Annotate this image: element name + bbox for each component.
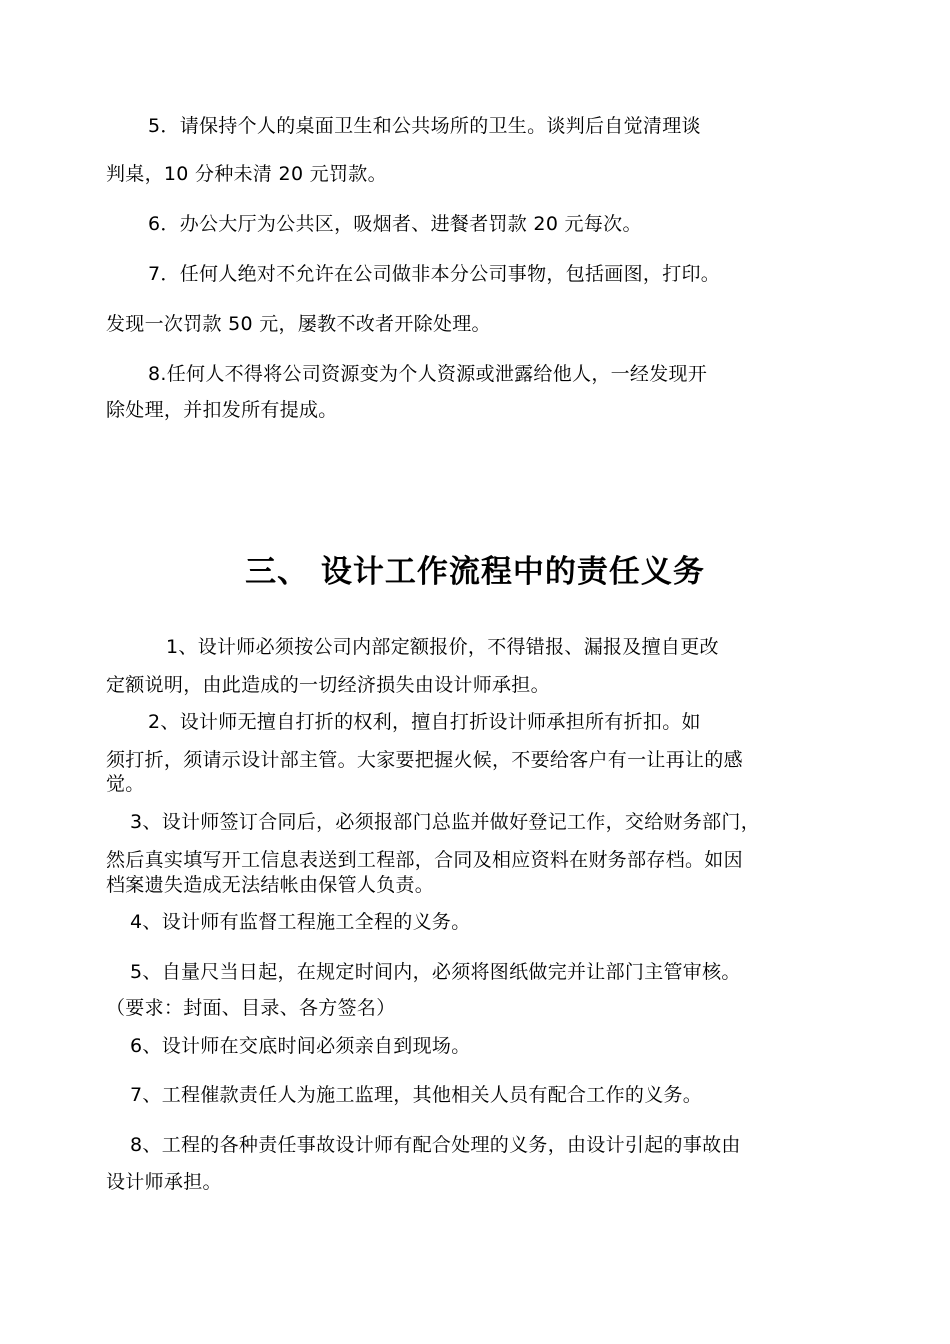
item-2-line-2: 须打折，须请示设计部主管。大家要把握火候，不要给客户有一让再让的感 <box>106 749 743 771</box>
rule-7-line-1: 7．任何人绝对不允许在公司做非本分公司事物，包括画图，打印。 <box>148 263 721 285</box>
rule-5-line-1: 5．请保持个人的桌面卫生和公共场所的卫生。谈判后自觉清理谈 <box>148 115 701 137</box>
item-2-line-3: 觉。 <box>106 773 145 795</box>
rule-7-line-2: 发现一次罚款 50 元，屡教不改者开除处理。 <box>106 313 491 335</box>
rule-6: 6．办公大厅为公共区，吸烟者、进餐者罚款 20 元每次。 <box>148 213 642 235</box>
item-3-line-1: 3、设计师签订合同后，必须报部门总监并做好登记工作，交给财务部门， <box>130 811 760 833</box>
item-5-line-2: （要求：封面、目录、各方签名） <box>106 997 396 1019</box>
item-7: 7、工程催款责任人为施工监理，其他相关人员有配合工作的义务。 <box>130 1084 703 1106</box>
item-1-line-1: 1、设计师必须按公司内部定额报价，不得错报、漏报及擅自更改 <box>166 636 719 658</box>
item-3-line-3: 档案遗失造成无法结帐由保管人负责。 <box>106 874 435 896</box>
item-6: 6、设计师在交底时间必须亲自到现场。 <box>130 1035 471 1057</box>
rule-5-line-2: 判桌，10 分种未清 20 元罚款。 <box>106 163 387 185</box>
item-8-line-1: 8、工程的各种责任事故设计师有配合处理的义务，由设计引起的事故由 <box>130 1134 741 1156</box>
item-4: 4、设计师有监督工程施工全程的义务。 <box>130 911 471 933</box>
item-8-line-2: 设计师承担。 <box>106 1171 222 1193</box>
item-2-line-1: 2、设计师无擅自打折的权利，擅自打折设计师承担所有折扣。如 <box>148 711 701 733</box>
rule-8-line-1: 8.任何人不得将公司资源变为个人资源或泄露给他人，一经发现开 <box>148 363 708 385</box>
item-1-line-2: 定额说明，由此造成的一切经济损失由设计师承担。 <box>106 674 550 696</box>
rule-8-line-2: 除处理，并扣发所有提成。 <box>106 399 338 421</box>
section-title: 三、 设计工作流程中的责任义务 <box>245 554 705 590</box>
item-5-line-1: 5、自量尺当日起，在规定时间内，必须将图纸做完并让部门主管审核。 <box>130 961 741 983</box>
item-3-line-2: 然后真实填写开工信息表送到工程部，合同及相应资料在财务部存档。如因 <box>106 849 743 871</box>
